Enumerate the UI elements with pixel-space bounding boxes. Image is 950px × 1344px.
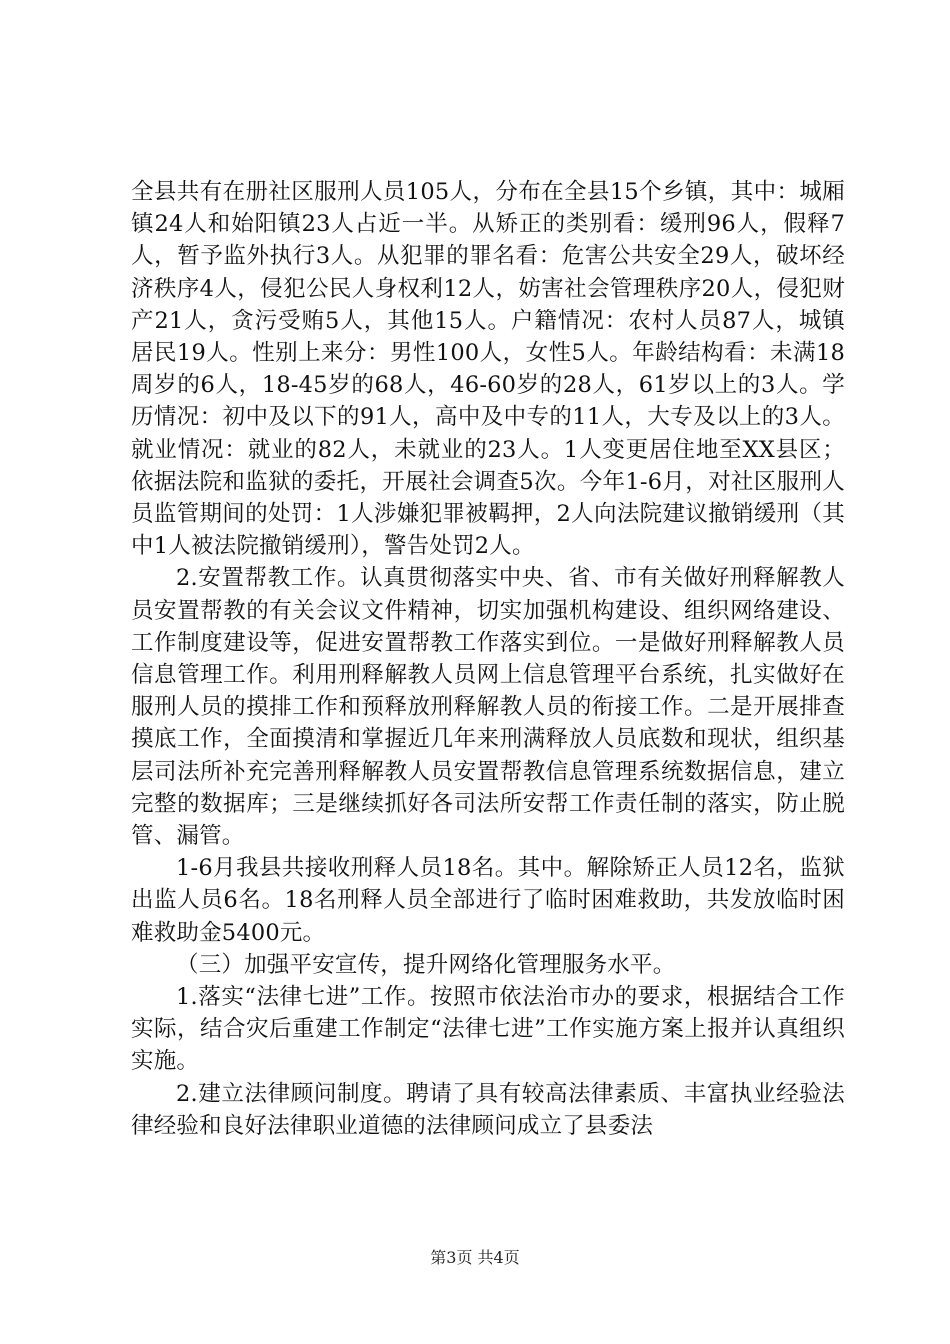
document-body <box>131 176 845 1142</box>
paragraph-community-corrections-stats: 全县共有在册社区服刑人员105人，分布在全县15个乡镇，其中：城厢镇24人和始阳镇23人占近一半。从矫正的类别看：缓刑96人，假释7人，暂予监外执行3人。从犯罪的罪名看：危害公共安全29人，破坏经济秩序4人，侵犯公民人身权利12人，妨害社会管理秩序20人，侵犯财产21人，贪污受贿5人，其他15人。户籍情况：农村人员87人，城镇居民19人。性别上来分：男性100人，女性5人。年龄结构看：未满18周岁的6人，18-45岁的68人，46-60岁的28人，61岁以上的3人。学历情况：初中及以下的91人，高中及中专的11人，大专及以上的3人。就业情况：就业的82人，未就业的23人。1人变更居住地至XX县区；依据法院和监狱的委托，开展社会调查5次。今年1-6月，对社区服刑人员监管期间的处罚：1人涉嫌犯罪被羁押，2人向法院建议撤销缓刑（其中1人被法院撤销缓刑），警告处罚2人。 <box>131 179 845 560</box>
paragraph-released-persons: 1-6月我县共接收刑释人员18名。其中。解除矫正人员12名，监狱出监人员6名。18名刑释人员全部进行了临时困难救助，共发放临时困难救助金5400元。 <box>131 855 845 946</box>
paragraph-resettlement-assistance: 2.安置帮教工作。认真贯彻落实中央、省、市有关做好刑释解教人员安置帮教的有关会议文件精神，切实加强机构建设、组织网络建设、工作制度建设等，促进安置帮教工作落实到位。一是做好刑释解教人员信息管理工作。利用刑释解教人员网上信息管理平台系统，扎实做好在服刑人员的摸排工作和预释放刑释解教人员的衔接工作。二是开展排查摸底工作，全面摸清和掌握近几年来刑满释放人员底数和现状，组织基层司法所补充完善刑释解教人员安置帮教信息管理系统数据信息，建立完整的数据库；三是继续抓好各司法所安帮工作责任制的落实，防止脱管、漏管。 <box>131 565 845 850</box>
paragraph-legal-advisor-system: 2.建立法律顾问制度。聘请了具有较高法律素质、丰富执业经验法律经验和良好法律职业道德的法律顾问成立了县委法 <box>131 1080 845 1139</box>
paragraph-law-seven-entries: 1.落实“法律七进”工作。按照市依法治市办的要求，根据结合工作实际，结合灾后重建工作制定“法律七进”工作实施方案上报并认真组织实施。 <box>131 984 845 1075</box>
section-heading-3: （三）加强平安宣传，提升网络化管理服务水平。 <box>176 951 676 978</box>
page-number-footer: 第3页 共4页 <box>430 1248 520 1267</box>
